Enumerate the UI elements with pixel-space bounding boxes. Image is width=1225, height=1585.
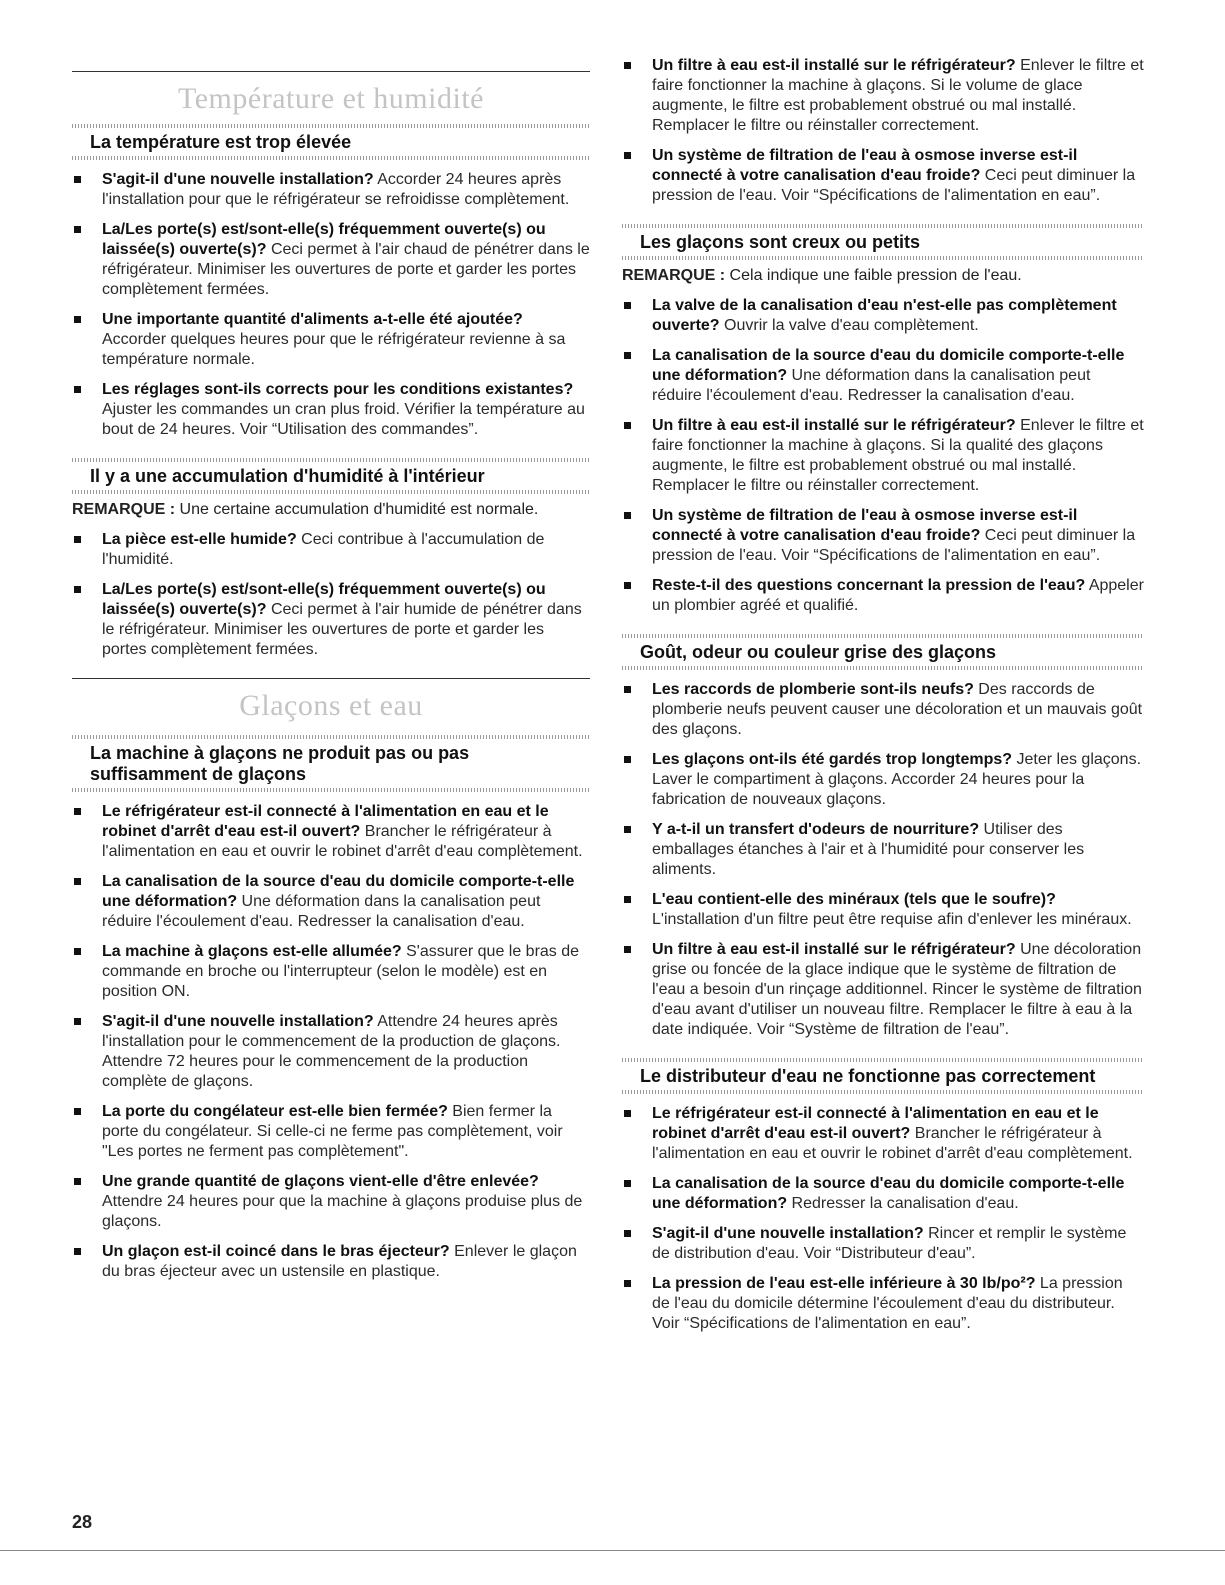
list-item: Un système de filtration de l'eau à osmose inverse est-il connecté à votre canalisation d'eau froide? Ceci peut diminuer la pression de l'eau. Voir “Spécifications de l'alimentation en eau”. [622,146,1144,206]
list-item: L'eau contient-elle des minéraux (tels que le soufre)? L'installation d'un filtre peut être requise afin d'enlever les minéraux. [622,890,1144,930]
bullet-icon [74,808,81,815]
list-item: La canalisation de la source d'eau du domicile comporte-t-elle une déformation? Une déformation dans la canalisation peut réduire l'écoulement d'eau. Redresser la canalisation d'eau. [622,346,1144,406]
section-title: Glaçons et eau [239,689,423,722]
section-heading-temperature [72,84,590,114]
hatch-rule [622,666,1144,670]
subsection-title: Il y a une accumulation d'humidité à l'intérieur [90,466,485,486]
subsection-title: La machine à glaçons ne produit pas ou pas suffisamment de glaçons [90,743,470,784]
bullet-icon [624,62,631,69]
note: REMARQUE : Une certaine accumulation d'humidité est normale. [72,501,539,518]
list-item: Un système de filtration de l'eau à osmose inverse est-il connecté à votre canalisation d'eau froide? Ceci peut diminuer la pression de l'eau. Voir “Spécifications de l'alimentation en eau”. [622,506,1144,566]
list-item: Un filtre à eau est-il installé sur le réfrigérateur? Une décoloration grise ou foncée de la glace indique que le système de filtration de l'eau a besoin d'un rinçage additionnel. Rincer le système de filtration d'eau avant d'utiliser un nouveau filtre. Remplacer le filtre à eau à la date indiquée. Voir “Système de filtration de l'eau”. [622,940,1144,1040]
list-item: S'agit-il d'une nouvelle installation? Attendre 24 heures après l'installation pour le commencement de la production de glaçons. Attendre 72 heures pour le commencement de la production complète de glaçons. [72,1012,590,1092]
bullet-icon [624,352,631,359]
subsection-title: Le distributeur d'eau ne fonctionne pas correctement [640,1066,1096,1086]
bullet-icon [624,152,631,159]
bullet-icon [624,686,631,693]
list-item: S'agit-il d'une nouvelle installation? Accorder 24 heures après l'installation pour que le réfrigérateur se refroidisse complètement. [72,170,590,210]
list-item: La/Les porte(s) est/sont-elle(s) fréquemment ouverte(s) ou laissée(s) ouverte(s)? Ceci permet à l'air chaud de pénétrer dans le réfrigérateur. Minimiser les ouvertures de porte et garder les portes complètement fermées. [72,220,590,300]
hatch-rule [72,156,590,160]
hatch-rule [72,490,590,494]
bullet-icon [624,756,631,763]
list-item: La machine à glaçons est-elle allumée? S'assurer que le bras de commande en broche ou l'interrupteur (selon le modèle) est en position ON. [72,942,590,1002]
list-item: La canalisation de la source d'eau du domicile comporte-t-elle une déformation? Redresser la canalisation d'eau. [622,1174,1144,1214]
bullet-icon [624,1230,631,1237]
bullet-icon [74,1178,81,1185]
hatch-rule [622,256,1144,260]
subsection-title: Les glaçons sont creux ou petits [640,232,921,252]
list-item: La pièce est-elle humide? Ceci contribue à l'accumulation de l'humidité. [72,530,590,570]
section-divider [72,71,590,72]
right-column [622,0,1144,1334]
left-column [72,0,590,1282]
bullet-icon [624,1110,631,1117]
list-item: Une importante quantité d'aliments a-t-elle été ajoutée? Accorder quelques heures pour que le réfrigérateur revienne à sa température normale. [72,310,590,370]
bullet-icon [624,1280,631,1287]
list-item: Un glaçon est-il coincé dans le bras éjecteur? Enlever le glaçon du bras éjecteur avec un ustensile en plastique. [72,1242,590,1282]
bullet-icon [624,512,631,519]
issue-list [72,530,590,660]
subsection-title: La température est trop élevée [90,132,352,152]
bullet-icon [74,316,81,323]
bullet-icon [74,386,81,393]
section-heading-ice-water [72,691,590,721]
section-divider [72,678,590,679]
bullet-icon [624,826,631,833]
issue-list [622,1104,1144,1334]
bullet-icon [624,946,631,953]
bullet-icon [74,1248,81,1255]
list-item: Reste-t-il des questions concernant la pression de l'eau? Appeler un plombier agréé et qualifié. [622,576,1144,616]
list-item: Le réfrigérateur est-il connecté à l'alimentation en eau et le robinet d'arrêt d'eau est-il ouvert? Brancher le réfrigérateur à l'alimentation en eau et ouvrir le robinet d'arrêt d'eau complètement. [622,1104,1144,1164]
list-item: La valve de la canalisation d'eau n'est-elle pas complètement ouverte? Ouvrir la valve d'eau complètement. [622,296,1144,336]
bullet-icon [624,1180,631,1187]
list-item: Y a-t-il un transfert d'odeurs de nourriture? Utiliser des emballages étanches à l'air et à l'humidité pour conserver les aliments. [622,820,1144,880]
list-item: Une grande quantité de glaçons vient-elle d'être enlevée? Attendre 24 heures pour que la machine à glaçons produise plus de glaçons. [72,1172,590,1232]
list-item: La/Les porte(s) est/sont-elle(s) fréquemment ouverte(s) ou laissée(s) ouverte(s)? Ceci permet à l'air humide de pénétrer dans le réfrigérateur. Minimiser les ouvertures de porte et garder les portes complètement fermées. [72,580,590,660]
bullet-icon [624,896,631,903]
list-item: Un filtre à eau est-il installé sur le réfrigérateur? Enlever le filtre et faire fonctionner la machine à glaçons. Si la qualité des glaçons augmente, le filtre est probablement obstrué ou mal installé. Remplacer le filtre ou réinstaller correctement. [622,416,1144,496]
bullet-icon [74,1108,81,1115]
bullet-icon [74,1018,81,1025]
list-item: Les réglages sont-ils corrects pour les conditions existantes? Ajuster les commandes un cran plus froid. Vérifier la température au bout de 24 heures. Voir “Utilisation des commandes”. [72,380,590,440]
bullet-icon [624,582,631,589]
list-item: Un filtre à eau est-il installé sur le réfrigérateur? Enlever le filtre et faire fonctionner la machine à glaçons. Si le volume de glace augmente, le filtre est probablement obstrué ou mal installé. Remplacer le filtre ou réinstaller correctement. [622,56,1144,136]
list-item: La porte du congélateur est-elle bien fermée? Bien fermer la porte du congélateur. Si celle-ci ne ferme pas complètement, voir "Les portes ne ferment pas complètement". [72,1102,590,1162]
bullet-icon [74,226,81,233]
note: REMARQUE : Cela indique une faible pression de l'eau. [622,267,1022,284]
list-item: Le réfrigérateur est-il connecté à l'alimentation en eau et le robinet d'arrêt d'eau est-il ouvert? Brancher le réfrigérateur à l'alimentation en eau et ouvrir le robinet d'arrêt d'eau complètement. [72,802,590,862]
list-item: La canalisation de la source d'eau du domicile comporte-t-elle une déformation? Une déformation dans la canalisation peut réduire l'écoulement d'eau. Redresser la canalisation d'eau. [72,872,590,932]
list-item: Les raccords de plomberie sont-ils neufs? Des raccords de plomberie neufs peuvent causer une décoloration et un mauvais goût des glaçons. [622,680,1144,740]
issue-list [622,680,1144,1040]
section-title: Température et humidité [178,82,484,115]
bullet-icon [624,302,631,309]
issue-list [622,296,1144,616]
bullet-icon [74,948,81,955]
bullet-icon [74,586,81,593]
bullet-icon [74,176,81,183]
list-item: La pression de l'eau est-elle inférieure à 30 lb/po²? La pression de l'eau du domicile détermine l'écoulement d'eau du distributeur. Voir “Spécifications de l'alimentation en eau”. [622,1274,1144,1334]
list-item: Les glaçons ont-ils été gardés trop longtemps? Jeter les glaçons. Laver le compartiment à glaçons. Accorder 24 heures pour la fabrication de nouveaux glaçons. [622,750,1144,810]
page-number: 28 [72,1512,93,1532]
issue-list [622,56,1144,206]
hatch-rule [72,788,590,792]
bullet-icon [74,536,81,543]
issue-list [72,802,590,1282]
bullet-icon [624,422,631,429]
list-item: S'agit-il d'une nouvelle installation? Rincer et remplir le système de distribution d'eau. Voir “Distributeur d'eau”. [622,1224,1144,1264]
hatch-rule [622,1090,1144,1094]
page-bottom-rule [0,1550,1225,1551]
bullet-icon [74,878,81,885]
subsection-title: Goût, odeur ou couleur grise des glaçons [640,642,997,662]
issue-list [72,170,590,440]
